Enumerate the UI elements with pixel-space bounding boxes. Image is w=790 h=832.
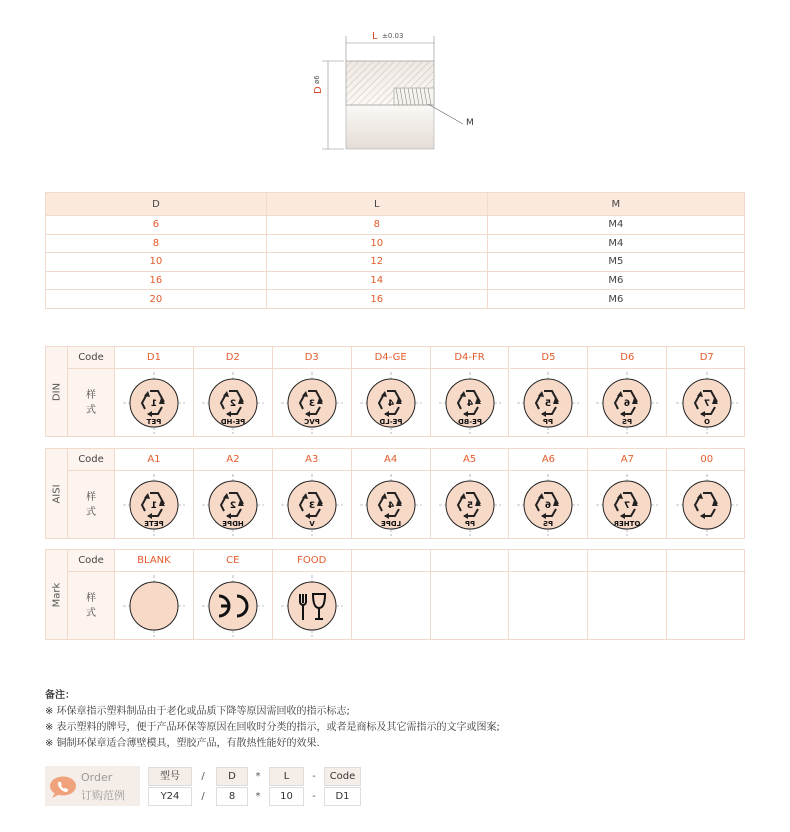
symbol-icon-area: [115, 369, 193, 436]
resin-abbreviation: V: [309, 519, 315, 528]
cell-l: 12: [266, 253, 487, 272]
blank-disk-icon: [122, 574, 186, 638]
symbol-icon-area: [352, 572, 430, 639]
cell-d: 8: [46, 234, 267, 253]
resin-abbreviation: PETE: [144, 519, 164, 528]
dim-l-tolerance: ±0.03: [382, 32, 404, 40]
dim-m-label: M: [466, 118, 474, 128]
symbol-icon-area: [588, 572, 666, 639]
symbol-code: A2: [194, 449, 272, 471]
table-row: [46, 253, 745, 272]
symbol-icon-area: [352, 369, 430, 436]
table-row: [46, 234, 745, 253]
recycle-stamp-icon: [516, 371, 580, 435]
symbol-cell: [510, 550, 589, 639]
symbol-code: BLANK: [115, 550, 193, 572]
style-header-char: 样: [86, 592, 96, 604]
order-value-code: D1: [324, 787, 361, 806]
resin-number: 4: [387, 398, 394, 409]
symbol-icon-area: [194, 369, 272, 436]
code-header: Code: [68, 550, 115, 572]
order-value-l: 10: [269, 787, 304, 806]
resin-number: 6: [545, 500, 552, 511]
style-header-char: 式: [86, 607, 96, 619]
style-header-char: 样: [86, 389, 96, 401]
symbol-cell: [667, 449, 746, 538]
symbol-icon-area: [431, 471, 509, 538]
resin-abbreviation: PET: [146, 417, 162, 426]
symbol-code: A1: [115, 449, 193, 471]
symbol-icon-area: [273, 369, 351, 436]
resin-abbreviation: LDPE: [380, 519, 401, 528]
symbol-icon-area: [431, 572, 509, 639]
symbol-cell: [588, 550, 667, 639]
recycle-stamp-icon: [438, 371, 502, 435]
symbol-cell: [115, 449, 194, 538]
symbol-code: D7: [667, 347, 746, 369]
symbol-icon-area: [194, 572, 272, 639]
resin-number: 2: [229, 500, 236, 511]
symbol-cell: [667, 347, 746, 436]
symbol-code: A3: [273, 449, 351, 471]
note-line: ※ 表示塑料的牌号，便于产品环保等原因在回收时分类的指示，或者是商标及其它需指示的文字或图案;: [45, 722, 500, 733]
dim-l-label: L: [372, 31, 378, 42]
symbol-icon-area: [588, 471, 666, 538]
symbol-code: D6: [588, 347, 666, 369]
cylinder-drawing: [300, 28, 500, 163]
style-header: [68, 471, 115, 538]
cell-l: 10: [266, 234, 487, 253]
header-m: M: [487, 193, 744, 216]
cell-m: M5: [487, 253, 744, 272]
style-header: [68, 369, 115, 436]
resin-number: 3: [308, 398, 315, 409]
symbol-icon-area: [667, 369, 746, 436]
table-row: [46, 271, 745, 290]
order-example: [45, 766, 365, 806]
symbol-cell: [431, 550, 510, 639]
symbol-code: D2: [194, 347, 272, 369]
order-badge: [45, 766, 140, 806]
resin-number: 7: [624, 500, 631, 511]
resin-number: 3: [308, 500, 315, 511]
size-table: [45, 192, 745, 309]
symbol-code: CE: [194, 550, 272, 572]
order-separator: -: [312, 771, 316, 782]
dim-d-tolerance: ø6: [313, 75, 321, 84]
food-safe-icon: [280, 574, 344, 638]
symbol-cell: [194, 449, 273, 538]
recycle-stamp-icon: [675, 371, 739, 435]
symbol-code: A6: [510, 449, 588, 471]
header-l: L: [266, 193, 487, 216]
resin-abbreviation: PE-BD: [457, 417, 482, 426]
order-separator: /: [201, 791, 205, 802]
symbol-cell: [273, 347, 352, 436]
recycle-stamp-icon: [122, 371, 186, 435]
style-header-char: 式: [86, 404, 96, 416]
recycle-stamp-icon: [438, 473, 502, 537]
symbol-code: D1: [115, 347, 193, 369]
mark-symbol-table: [45, 549, 745, 640]
recycle-stamp-icon: [122, 473, 186, 537]
notes: [45, 688, 500, 752]
cell-d: 20: [46, 290, 267, 309]
recycle-stamp-icon: [359, 371, 423, 435]
symbol-icon-area: [667, 572, 746, 639]
resin-abbreviation: O: [703, 417, 710, 426]
symbol-cell: [273, 550, 352, 639]
recycle-stamp-icon: [201, 473, 265, 537]
cell-m: M6: [487, 290, 744, 309]
resin-abbreviation: HDPE: [222, 519, 244, 528]
resin-abbreviation: PE-HD: [220, 417, 246, 426]
symbol-code: D3: [273, 347, 351, 369]
symbol-code: 00: [667, 449, 746, 471]
ce-mark-icon: [201, 574, 265, 638]
symbol-cell: [431, 347, 510, 436]
recycle-stamp-icon: [201, 371, 265, 435]
code-header: Code: [68, 449, 115, 471]
order-header-model: 型号: [148, 767, 192, 786]
resin-number: 1: [150, 398, 158, 409]
order-label-cn: 订购范例: [81, 789, 125, 802]
group-label: Mark: [51, 582, 62, 607]
order-value-d: 8: [216, 787, 248, 806]
table-row: [46, 290, 745, 309]
symbol-cell: [667, 550, 746, 639]
part-drawing: [300, 28, 500, 163]
cell-l: 14: [266, 271, 487, 290]
resin-abbreviation: PP: [464, 519, 475, 528]
order-header-l: L: [269, 767, 304, 786]
code-header: Code: [68, 347, 115, 369]
symbol-cell: [194, 550, 273, 639]
symbol-icon-area: [273, 572, 351, 639]
order-header-code: Code: [324, 767, 361, 786]
resin-abbreviation: PS: [543, 519, 554, 528]
symbol-icon-area: [194, 471, 272, 538]
symbol-icon-area: [510, 369, 588, 436]
symbol-icon-area: [431, 369, 509, 436]
symbol-icon-area: [352, 471, 430, 538]
symbol-cell: [510, 449, 589, 538]
notes-title: 备注：: [45, 690, 75, 701]
din-symbol-table: [45, 346, 745, 437]
chat-bubble-icon: [49, 776, 77, 798]
symbol-cell: [115, 550, 194, 639]
symbol-code: [431, 550, 509, 572]
table-row: [46, 216, 745, 235]
symbol-code: D4-FR: [431, 347, 509, 369]
symbol-code: A7: [588, 449, 666, 471]
resin-number: 5: [545, 398, 552, 409]
symbol-code: [588, 550, 666, 572]
symbol-code: D4-GE: [352, 347, 430, 369]
resin-abbreviation: PE-LD: [379, 417, 403, 426]
symbol-icon-area: [667, 471, 746, 538]
style-header: [68, 572, 115, 639]
recycle-stamp-icon: [359, 473, 423, 537]
cell-m: M6: [487, 271, 744, 290]
style-header-char: 式: [86, 506, 96, 518]
recycle-stamp-icon: [595, 371, 659, 435]
group-label-cell: [46, 347, 68, 436]
symbol-icon-area: [273, 471, 351, 538]
symbol-code: [667, 550, 746, 572]
resin-number: 6: [624, 398, 631, 409]
recycle-stamp-icon: [595, 473, 659, 537]
symbol-cell: [273, 449, 352, 538]
cell-d: 16: [46, 271, 267, 290]
symbol-code: [510, 550, 588, 572]
dim-d-label: D: [313, 86, 324, 94]
symbol-code: [352, 550, 430, 572]
recycle-stamp-icon: [675, 473, 739, 537]
resin-number: 2: [229, 398, 236, 409]
order-separator: *: [255, 791, 261, 802]
resin-abbreviation: OTHER: [613, 519, 641, 528]
group-label: DIN: [51, 382, 62, 401]
symbol-cell: [352, 347, 431, 436]
size-table-header: [46, 193, 745, 216]
group-label-cell: [46, 550, 68, 639]
resin-number: 1: [150, 500, 158, 511]
symbol-cell: [115, 347, 194, 436]
recycle-stamp-icon: [516, 473, 580, 537]
order-header-d: D: [216, 767, 248, 786]
cell-d: 6: [46, 216, 267, 235]
symbol-code: D5: [510, 347, 588, 369]
order-label-en: Order: [81, 771, 113, 784]
symbol-icon-area: [510, 471, 588, 538]
symbol-code: A4: [352, 449, 430, 471]
cell-m: M4: [487, 234, 744, 253]
symbol-icon-area: [115, 572, 193, 639]
resin-abbreviation: PVC: [303, 417, 320, 426]
note-line: ※ 环保章指示塑料制品由于老化或品质下降等原因需回收的指示标志;: [45, 706, 350, 717]
order-separator: -: [312, 791, 316, 802]
symbol-cell: [194, 347, 273, 436]
resin-abbreviation: PS: [622, 417, 633, 426]
aisi-symbol-table: [45, 448, 745, 539]
symbol-icon-area: [510, 572, 588, 639]
symbol-icon-area: [588, 369, 666, 436]
order-separator: /: [201, 771, 205, 782]
recycle-stamp-icon: [280, 473, 344, 537]
order-value-model: Y24: [148, 787, 192, 806]
symbol-cell: [352, 449, 431, 538]
group-label: AISI: [51, 483, 62, 504]
symbol-cell: [352, 550, 431, 639]
resin-number: 4: [466, 398, 473, 409]
group-label-cell: [46, 449, 68, 538]
symbol-icon-area: [115, 471, 193, 538]
symbol-code: A5: [431, 449, 509, 471]
symbol-code: FOOD: [273, 550, 351, 572]
resin-number: 5: [466, 500, 473, 511]
recycle-stamp-icon: [280, 371, 344, 435]
symbol-cell: [588, 347, 667, 436]
symbol-cell: [510, 347, 589, 436]
cell-l: 16: [266, 290, 487, 309]
symbol-cell: [588, 449, 667, 538]
resin-abbreviation: PP: [543, 417, 554, 426]
symbol-cell: [431, 449, 510, 538]
order-separator: *: [255, 771, 261, 782]
resin-number: 7: [703, 398, 710, 409]
cell-l: 8: [266, 216, 487, 235]
cell-d: 10: [46, 253, 267, 272]
header-d: D: [46, 193, 267, 216]
note-line: ※ 铜制环保章适合薄壁模具，塑胶产品，有散热性能好的效果.: [45, 738, 320, 749]
style-header-char: 样: [86, 491, 96, 503]
cell-m: M4: [487, 216, 744, 235]
resin-number: 4: [387, 500, 394, 511]
